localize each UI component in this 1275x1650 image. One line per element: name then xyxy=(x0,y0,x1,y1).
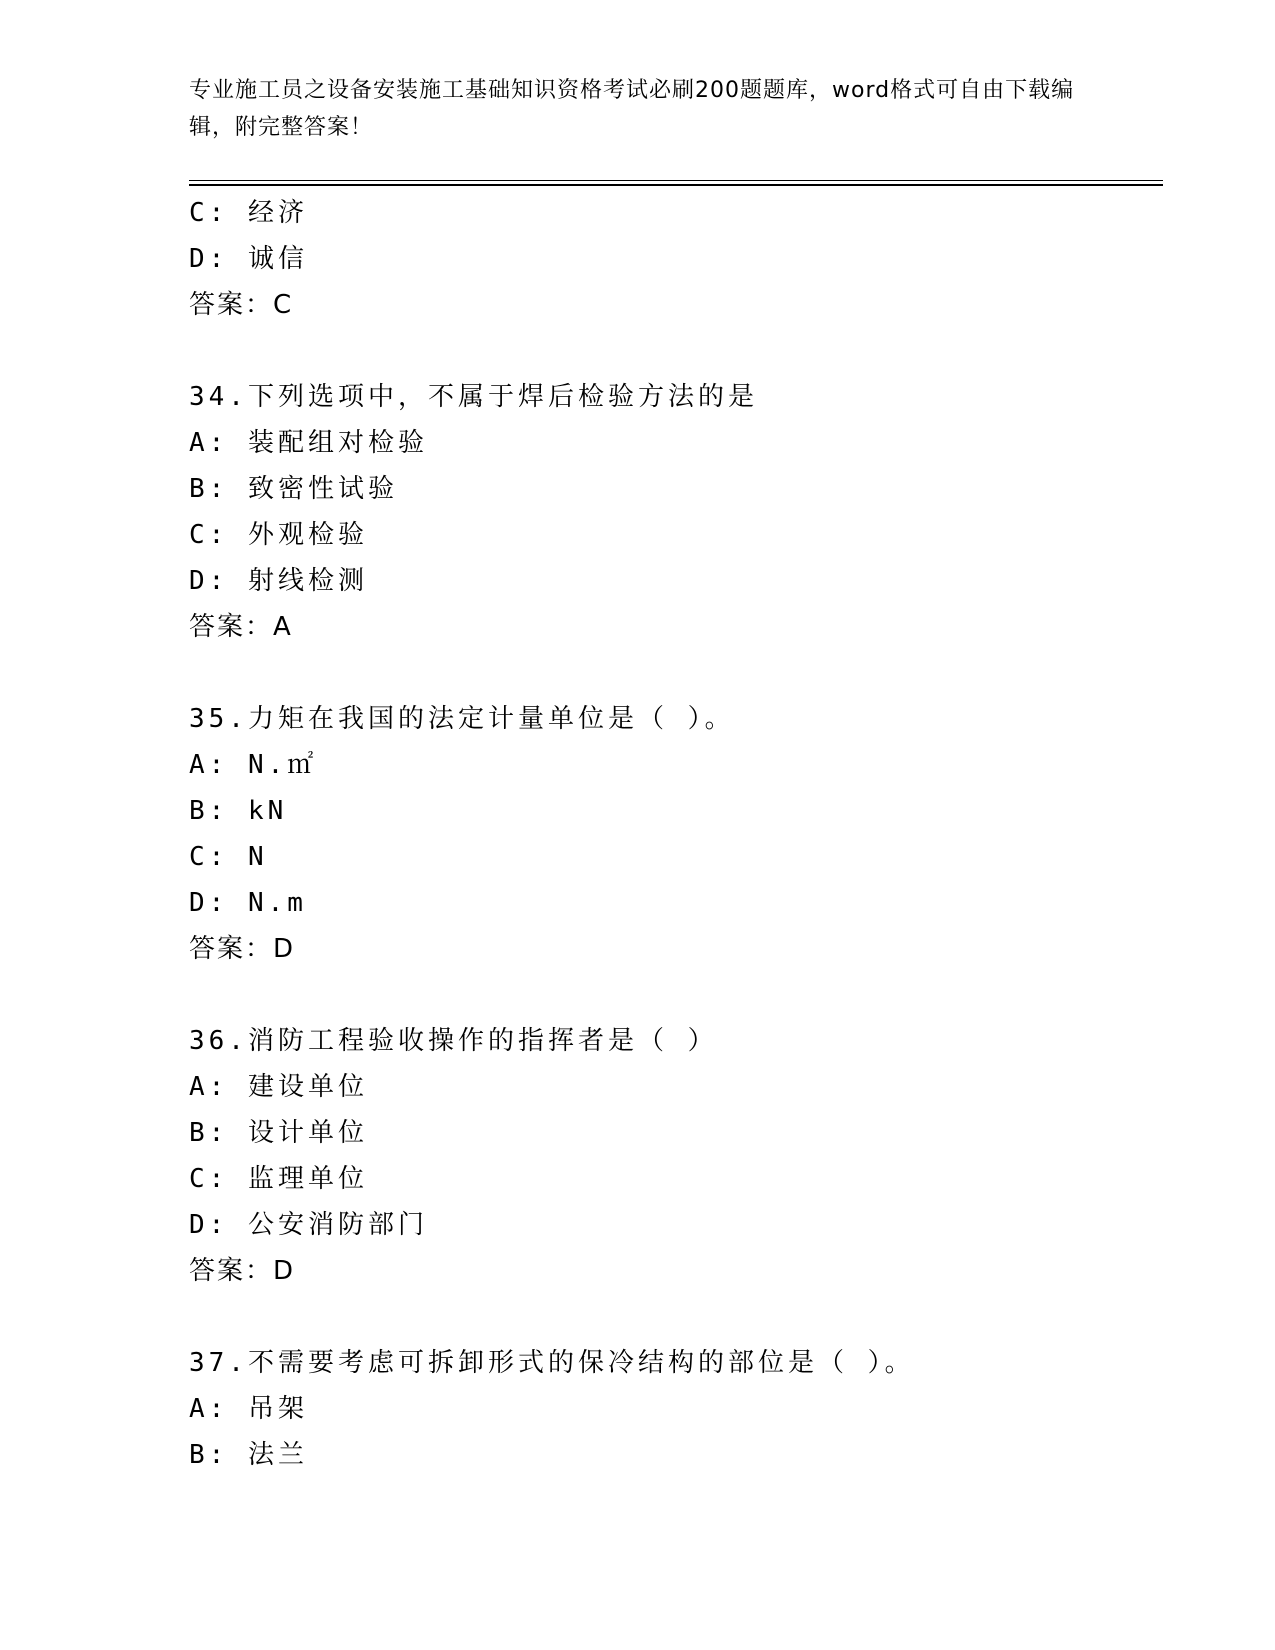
option-line xyxy=(189,512,1149,558)
option-separator: : xyxy=(208,428,248,458)
option-line xyxy=(189,466,1149,512)
option-key: B xyxy=(189,474,209,504)
option-key: A xyxy=(189,428,209,458)
answer-label: 答案： xyxy=(189,290,274,320)
option-text: 公安消防部门 xyxy=(247,1210,428,1240)
option-text: N xyxy=(247,842,268,872)
question-stem xyxy=(189,696,1149,742)
option-text: 吊架 xyxy=(247,1394,308,1424)
option-text: 致密性试验 xyxy=(247,474,398,504)
option-key: B xyxy=(189,1118,209,1148)
option-line xyxy=(189,1432,1149,1478)
answer-line xyxy=(189,926,1149,972)
answer-label: 答案： xyxy=(189,934,274,964)
option-separator: : xyxy=(208,1118,248,1148)
question-stem xyxy=(189,1340,1149,1386)
option-line xyxy=(189,880,1149,926)
header-rule-thin xyxy=(189,180,1163,181)
option-separator: : xyxy=(208,1440,248,1470)
option-line xyxy=(189,1202,1149,1248)
option-text: 诚信 xyxy=(247,244,308,274)
option-separator: : xyxy=(208,474,248,504)
answer-line xyxy=(189,282,1149,328)
answer-value: D xyxy=(273,1256,296,1286)
option-line xyxy=(189,834,1149,880)
option-line xyxy=(189,1110,1149,1156)
option-text: kN xyxy=(247,796,288,826)
option-separator: : xyxy=(208,796,248,826)
option-separator: : xyxy=(208,1164,248,1194)
answer-line xyxy=(189,604,1149,650)
option-key: D xyxy=(189,566,209,596)
option-key: A xyxy=(189,750,209,780)
option-line xyxy=(189,558,1149,604)
option-line xyxy=(189,788,1149,834)
option-key: A xyxy=(189,1072,209,1102)
header-rule-thick xyxy=(189,184,1163,186)
option-separator: : xyxy=(208,1072,248,1102)
question-stem xyxy=(189,1018,1149,1064)
option-line xyxy=(189,236,1149,282)
question-text: 下列选项中，不属于焊后检验方法的是 xyxy=(247,382,758,412)
option-separator: : xyxy=(208,1210,248,1240)
option-key: B xyxy=(189,1440,209,1470)
answer-value: D xyxy=(273,934,296,964)
option-line xyxy=(189,742,1149,788)
option-separator: : xyxy=(208,198,248,228)
option-key: D xyxy=(189,1210,209,1240)
option-separator: : xyxy=(208,888,248,918)
option-key: D xyxy=(189,244,209,274)
option-text: 外观检验 xyxy=(247,520,368,550)
option-text: 监理单位 xyxy=(247,1164,368,1194)
option-key: C xyxy=(189,198,209,228)
option-separator: : xyxy=(208,520,248,550)
question-text: 力矩在我国的法定计量单位是（ ）。 xyxy=(247,704,735,734)
option-separator: : xyxy=(208,566,248,596)
question-number: 37. xyxy=(189,1348,248,1378)
option-key: D xyxy=(189,888,209,918)
option-key: B xyxy=(189,796,209,826)
question-list xyxy=(189,190,1149,1478)
option-text: 射线检测 xyxy=(247,566,368,596)
question-text: 不需要考虑可拆卸形式的保冷结构的部位是（ ）。 xyxy=(247,1348,915,1378)
option-line xyxy=(189,1386,1149,1432)
answer-line xyxy=(189,1248,1149,1294)
option-separator: : xyxy=(208,750,248,780)
option-separator: : xyxy=(208,842,248,872)
option-key: C xyxy=(189,842,209,872)
option-line xyxy=(189,1156,1149,1202)
answer-value: C xyxy=(273,290,294,320)
option-text: 建设单位 xyxy=(247,1072,368,1102)
option-text: 装配组对检验 xyxy=(247,428,428,458)
option-text: N.㎡ xyxy=(247,750,318,780)
answer-label: 答案： xyxy=(189,612,274,642)
option-text: 法兰 xyxy=(247,1440,308,1470)
answer-value: A xyxy=(273,612,293,642)
option-key: A xyxy=(189,1394,209,1424)
option-separator: : xyxy=(208,1394,248,1424)
question-stem xyxy=(189,374,1149,420)
option-text: N.m xyxy=(247,888,307,918)
option-key: C xyxy=(189,1164,209,1194)
option-separator: : xyxy=(208,244,248,274)
question-text: 消防工程验收操作的指挥者是（ ） xyxy=(247,1026,718,1056)
option-text: 经济 xyxy=(247,198,308,228)
answer-label: 答案： xyxy=(189,1256,274,1286)
option-key: C xyxy=(189,520,209,550)
option-line xyxy=(189,1064,1149,1110)
option-line xyxy=(189,190,1149,236)
question-number: 34. xyxy=(189,382,248,412)
option-line xyxy=(189,420,1149,466)
document-header: 专业施工员之设备安装施工基础知识资格考试必刷200题题库，word格式可自由下载编辑，附完整答案！ xyxy=(189,78,1075,140)
question-number: 36. xyxy=(189,1026,248,1056)
option-text: 设计单位 xyxy=(247,1118,368,1148)
question-number: 35. xyxy=(189,704,248,734)
